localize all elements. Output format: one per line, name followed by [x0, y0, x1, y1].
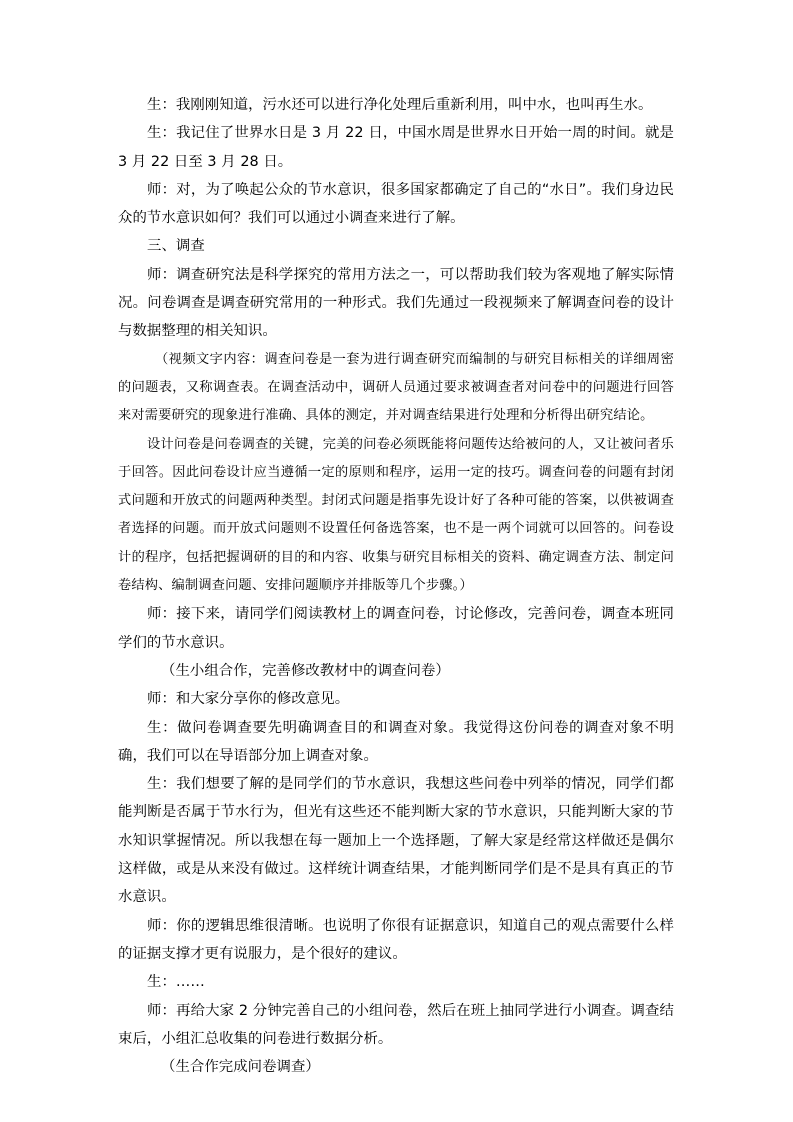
video-transcript-paragraph: 设计问卷是问卷调查的关键，完美的问卷必须既能将问题传达给被问的人，又让被问者乐于回答。因此问卷设计应当遵循一定的原则和程序，运用一定的技巧。调查问卷的问题有封闭式问题和开放式的问题两种类型。封闭式问题是指事先设计好了各种可能的答案，以供被调查者选择的问题。而开放式问题则不设置任何备选答案，也不是一两个词就可以回答的。问卷设计的程序，包括把握调研的目的和内容、收集与研究目标相关的资料、确定调查方法、制定问卷结构、编制调查问题、安排问题顺序并排版等几个步骤。）	[118, 436, 674, 594]
stage-direction: （生小组合作，完善修改教材中的调查问卷）	[161, 662, 450, 679]
paragraph: 生：我们想要了解的是同学们的节水意识，我想这些问卷中列举的情况，同学们都能判断是否属于节水行为，但光有这些还不能判断大家的节水意识，只能判断大家的节水知识掌握情况。所以我想在每一题加上一个选择题，了解大家是经常这样做还是偶尔这样做，或是从来没有做过。这样统计调查结果，才能判断同学们是不是具有真正的节水意识。	[118, 776, 674, 906]
paragraph: 师：和大家分享你的修改意见。	[147, 691, 350, 708]
document-body	[118, 91, 674, 1081]
paragraph: 师：接下来，请同学们阅读教材上的调查问卷，讨论修改，完善问卷，调查本班同学们的节水意识。	[118, 606, 674, 651]
video-transcript-paragraph: （视频文字内容：调查问卷是一套为进行调查研究而编制的与研究目标相关的详细周密的问题表，又称调查表。在调查活动中，调研人员通过要求被调查者对问卷中的问题进行回答来对需要研究的现象进行准确、具体的测定，并对调查结果进行处理和分析得出研究结论。	[118, 351, 674, 424]
section-heading: 三、调查	[147, 238, 205, 255]
paragraph: 生：我刚刚知道，污水还可以进行净化处理后重新利用，叫中水，也叫再生水。	[147, 97, 653, 113]
paragraph: 师：你的逻辑思维很清晰。也说明了你很有证据意识，知道自己的观点需要什么样的证据支撑才更有说服力，是个很好的建议。	[118, 917, 674, 962]
paragraph: 生：……	[147, 974, 205, 991]
paragraph: 师：再给大家 2 分钟完善自己的小组问卷，然后在班上抽同学进行小调查。调查结束后，小组汇总收集的问卷进行数据分析。	[118, 1002, 674, 1047]
paragraph: 师：对，为了唤起公众的节水意识，很多国家都确定了自己的“水日”。我们身边民众的节水意识如何？我们可以通过小调查来进行了解。	[118, 181, 674, 227]
paragraph: 师：调查研究法是科学探究的常用方法之一，可以帮助我们较为客观地了解实际情况。问卷调查是调查研究常用的一种形式。我们先通过一段视频来了解调查问卷的设计与数据整理的相关知识。	[118, 266, 674, 340]
stage-direction: （生合作完成问卷调查）	[161, 1059, 320, 1076]
paragraph: 生：做问卷调查要先明确调查目的和调查对象。我觉得这份问卷的调查对象不明确，我们可以在导语部分加上调查对象。	[118, 719, 674, 764]
paragraph: 生：我记住了世界水日是 3 月 22 日，中国水周是世界水日开始一周的时间。就是 3 月 22 日至 3 月 28 日。	[118, 125, 674, 170]
